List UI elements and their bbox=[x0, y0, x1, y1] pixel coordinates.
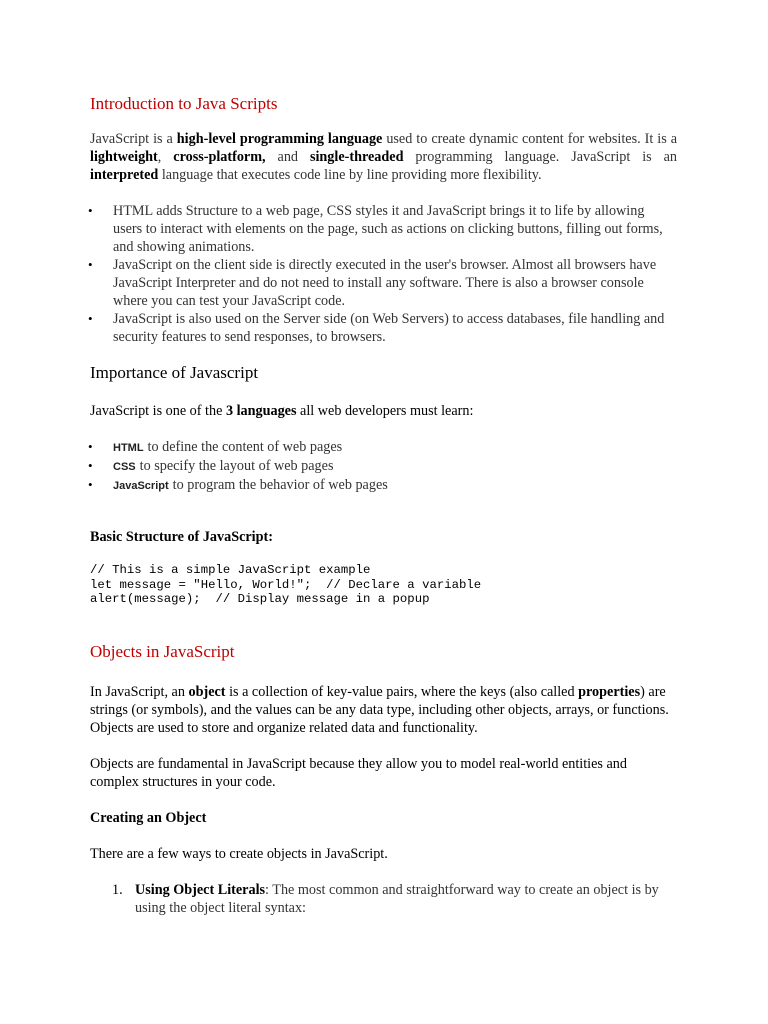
language-term: CSS bbox=[113, 461, 136, 473]
language-term: JavaScript bbox=[113, 480, 169, 492]
objects-text: In JavaScript, an bbox=[90, 684, 189, 700]
objects-heading: Objects in JavaScript bbox=[90, 642, 235, 661]
list-item: • HTML adds Structure to a web page, CSS styles it and JavaScript brings it to life by allowing users to interact with elements on the page, such as actions on clicking buttons, filling out forms, and showing animations. bbox=[90, 202, 677, 256]
intro-text: used to create dynamic content for websites. It is a bbox=[382, 131, 677, 147]
list-item bbox=[90, 476, 677, 495]
importance-text: all web developers must learn: bbox=[296, 403, 474, 419]
intro-heading: Introduction to Java Scripts bbox=[90, 94, 278, 113]
intro-bold-term: single-threaded bbox=[309, 149, 404, 165]
intro-bold-term: interpreted bbox=[90, 167, 159, 183]
intro-bold-term: cross-platform, bbox=[173, 149, 266, 165]
code-block bbox=[90, 563, 481, 607]
intro-bold-term: high-level programming language bbox=[176, 131, 383, 147]
creation-methods-list bbox=[90, 881, 677, 917]
importance-paragraph bbox=[90, 402, 677, 420]
list-item: • JavaScript on the client side is directly executed in the user's browser. Almost all browsers have JavaScript Interpreter and do not need to install any software. There is also a browser console where you can test your JavaScript code. bbox=[90, 256, 677, 310]
importance-heading: Importance of Javascript bbox=[90, 363, 259, 382]
language-description: to program the behavior of web pages bbox=[172, 477, 388, 493]
list-item-body bbox=[90, 881, 677, 917]
list-number: 1. bbox=[112, 882, 123, 898]
list-item bbox=[90, 438, 677, 457]
intro-text: , bbox=[157, 149, 174, 165]
importance-bold-term: 3 languages bbox=[225, 403, 297, 419]
code-line: alert(message); // Display message in a popup bbox=[90, 592, 430, 607]
intro-bold-term: lightweight bbox=[90, 149, 158, 165]
importance-text: JavaScript is one of the bbox=[90, 403, 226, 419]
code-line: // This is a simple JavaScript example bbox=[90, 563, 371, 577]
intro-text: JavaScript is a bbox=[90, 131, 177, 147]
method-description: : The most common and straightforward way to create an object is by using the object literal syntax: bbox=[135, 882, 659, 916]
objects-bold-term: properties bbox=[578, 684, 641, 700]
intro-text: programming language. JavaScript is an bbox=[403, 149, 677, 165]
code-line: let message = "Hello, World!"; // Declare a variable bbox=[90, 577, 482, 592]
languages-list bbox=[90, 438, 677, 495]
language-description: to define the content of web pages bbox=[147, 439, 343, 455]
list-item bbox=[90, 457, 677, 476]
intro-paragraph bbox=[90, 130, 677, 184]
list-item: • JavaScript is also used on the Server side (on Web Servers) to access databases, file handling and security features to send responses, to browsers. bbox=[90, 310, 677, 346]
objects-text: ) are strings (or symbols), and the values can be any data type, including other objects, arrays, or functions. Objects are used to store and organize related data and functionality. bbox=[90, 684, 669, 736]
objects-bold-term: object bbox=[188, 684, 226, 700]
intro-bullet-list bbox=[90, 202, 677, 346]
objects-paragraph bbox=[90, 683, 677, 737]
creating-object-heading: Creating an Object bbox=[90, 810, 207, 826]
intro-text: language that executes code line by line providing more flexibility. bbox=[158, 167, 542, 183]
language-description: to specify the layout of web pages bbox=[139, 458, 334, 474]
objects-paragraph-2: Objects are fundamental in JavaScript because they allow you to model real-world entities and complex structures in your code. bbox=[90, 756, 627, 790]
language-term: HTML bbox=[113, 442, 144, 454]
list-item bbox=[90, 881, 677, 917]
structure-heading: Basic Structure of JavaScript: bbox=[90, 529, 273, 545]
intro-text: and bbox=[265, 149, 310, 165]
objects-text: is a collection of key-value pairs, where the keys (also called bbox=[225, 684, 579, 700]
creating-object-paragraph: There are a few ways to create objects in JavaScript. bbox=[90, 846, 388, 862]
method-term: Using Object Literals bbox=[135, 882, 266, 898]
